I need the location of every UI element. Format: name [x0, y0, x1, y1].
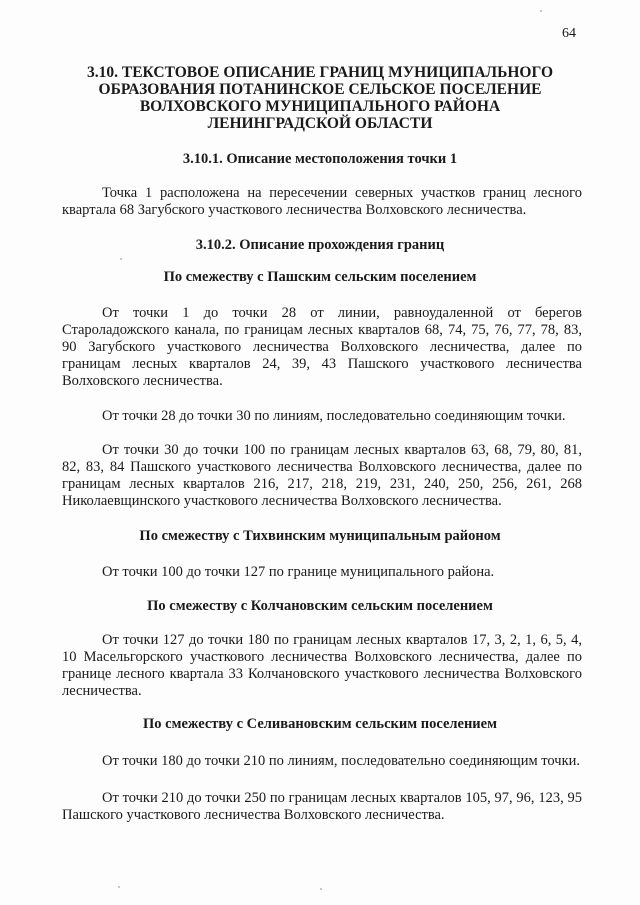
paragraph-pashskoe-3: От точки 30 до точки 100 по границам лесных кварталов 63, 68, 79, 80, 81, 82, 83, 84 Пашского участкового лесничества Волховского лесничества, далее по границам лесных кварталов 216, 217, 218, 219, 231, 240, 250, 256, 261, 268 Николаевщинского участкового лесничества Волховского лесничества.	[62, 442, 582, 509]
paragraph-pashskoe-2: От точки 28 до точки 30 по линиям, последовательно соединяющим точки.	[102, 408, 566, 424]
paragraph-tikhvinsky-1: От точки 100 до точки 127 по границе муниципального района.	[102, 564, 495, 580]
paragraph-selivanovskoe-1: От точки 180 до точки 210 по линиям, последовательно соединяющим точки.	[102, 753, 581, 769]
paragraph-pashskoe-1: От точки 1 до точки 28 от линии, равноудаленной от берегов Староладожского канала, по границам лесных кварталов 68, 74, 75, 76, 77, 78, 83, 90 Загубского участкового лесничества Волховского лесничества, далее по границам лесных кварталов 24, 39, 43 Пашского участкового лесничества Волховского лесничества.	[62, 305, 582, 389]
heading-pashskoe: По смежеству с Пашским сельским поселением	[163, 269, 477, 285]
page-number: 64	[562, 26, 576, 41]
heading-kolchanovskoe: По смежеству с Колчановским сельским поселением	[147, 598, 493, 614]
paragraph-point-location: Точка 1 расположена на пересечении северных участков границ лесного квартала 68 Загубского участкового лесничества Волховского лесничества.	[62, 185, 582, 218]
heading-selivanovskoe: По смежеству с Селивановским сельским поселением	[143, 716, 497, 732]
heading-boundary-description: 3.10.2. Описание прохождения границ	[195, 237, 445, 253]
scan-speck	[120, 258, 122, 260]
paragraph-selivanovskoe-2: От точки 210 до точки 250 по границам лесных кварталов 105, 97, 96, 123, 95 Пашского участкового лесничества Волховского лесничества.	[62, 790, 582, 823]
heading-point-location: 3.10.1. Описание местоположения точки 1	[182, 151, 458, 167]
section-title: 3.10. ТЕКСТОВОЕ ОПИСАНИЕ ГРАНИЦ МУНИЦИПАЛЬНОГО ОБРАЗОВАНИЯ ПОТАНИНСКОЕ СЕЛЬСКОЕ ПОСЕЛЕНИЕ ВОЛХОВСКОГО МУНИЦИПАЛЬНОГО РАЙОНА ЛЕНИНГРАДСКОЙ ОБЛАСТИ	[86, 64, 553, 132]
paragraph-kolchanovskoe-1: От точки 127 до точки 180 по границам лесных кварталов 17, 3, 2, 1, 6, 5, 4, 10 Масельгорского участкового лесничества Волховского лесничества, далее по границе лесного квартала 33 Колчановского участкового лесничества Волховского лесничества.	[62, 632, 582, 699]
scan-speck	[320, 888, 322, 890]
scan-speck	[118, 886, 120, 888]
scan-speck	[540, 10, 542, 12]
heading-tikhvinsky: По смежеству с Тихвинским муниципальным районом	[139, 528, 501, 544]
